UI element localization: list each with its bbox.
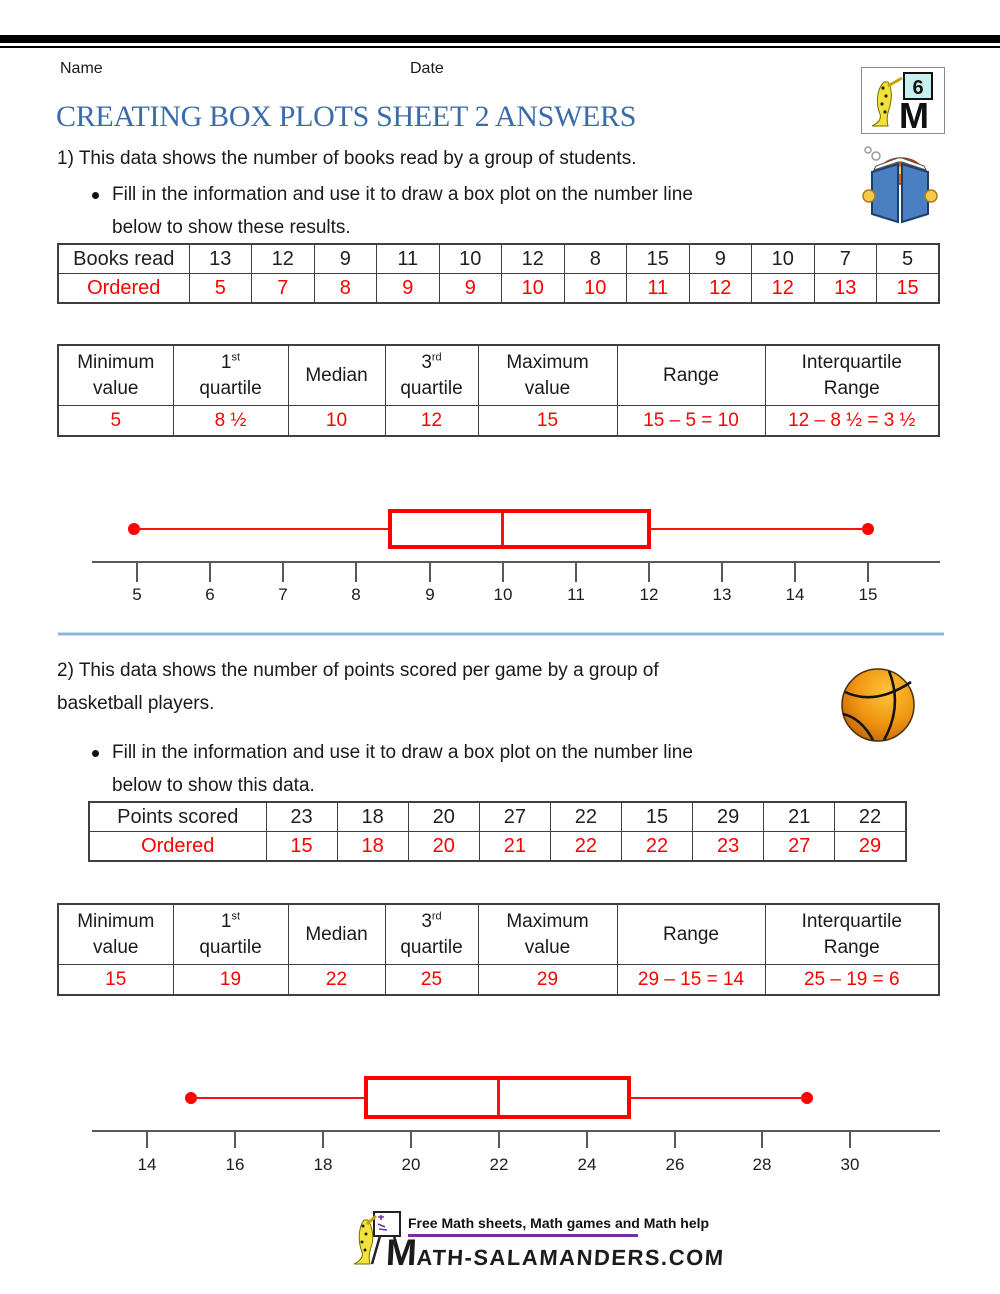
- table-cell: 15: [627, 244, 690, 274]
- tick-label: 14: [785, 585, 805, 604]
- table-cell: 7: [252, 274, 315, 304]
- header-minimum: Minimum value: [58, 345, 173, 406]
- tick-label: 9: [425, 585, 435, 604]
- basketball-illustration: [839, 666, 917, 744]
- points-scored-row: [89, 802, 906, 832]
- table-cell: 10: [502, 274, 565, 304]
- tick-label: 16: [225, 1155, 245, 1174]
- axis-tick: [498, 1130, 500, 1148]
- name-label: Name: [60, 60, 103, 77]
- table-cell: 29: [835, 832, 906, 862]
- max-value: 15: [478, 406, 617, 437]
- tick-label: 28: [752, 1155, 772, 1174]
- boxplot2-median-line: [497, 1080, 500, 1115]
- axis-tick: [209, 561, 211, 582]
- boxplot2-right-whisker: [631, 1097, 807, 1099]
- table-cell: 18: [337, 832, 408, 862]
- table-cell: 21: [764, 802, 835, 832]
- boxplot2-number-line-axis: [92, 1130, 940, 1132]
- salamander-grade-icon: [862, 68, 944, 133]
- axis-tick: [849, 1130, 851, 1148]
- header-median: Median: [288, 345, 385, 406]
- books-read-row: [58, 244, 939, 274]
- q3-value: 25: [385, 965, 478, 996]
- range-value: 29 – 15 = 14: [617, 965, 765, 996]
- table-cell: 5: [877, 244, 940, 274]
- tick-label: 10: [493, 585, 513, 604]
- header-minimum: Minimum value: [58, 904, 173, 965]
- top-rule-thin: [0, 46, 1000, 48]
- table-cell: 12: [689, 274, 752, 304]
- tick-label: 11: [567, 585, 585, 604]
- tick-label: 7: [278, 585, 288, 604]
- q2-instruction-line-2: below to show this data.: [112, 775, 315, 796]
- header-iqr: Interquartile Range: [765, 904, 939, 965]
- min-value: 15: [58, 965, 173, 996]
- page-title: CREATING BOX PLOTS SHEET 2 ANSWERS: [56, 100, 637, 133]
- table-cell: 27: [479, 802, 550, 832]
- table-cell: 15: [877, 274, 940, 304]
- table-cell: 8: [564, 244, 627, 274]
- table-cell: 12: [252, 244, 315, 274]
- site-name-m: M: [384, 1232, 418, 1273]
- stats-values-row: [58, 965, 939, 996]
- axis-tick: [429, 561, 431, 582]
- tick-label: 22: [489, 1155, 509, 1174]
- stats-header-row: [58, 345, 939, 406]
- header-first-quartile: 1st quartile: [173, 904, 288, 965]
- date-label: Date: [410, 60, 444, 77]
- table-cell: 10: [564, 274, 627, 304]
- row-label: Ordered: [58, 274, 189, 304]
- axis-tick: [410, 1130, 412, 1148]
- axis-tick: [648, 561, 650, 582]
- header-third-quartile: 3rd quartile: [385, 345, 478, 406]
- axis-tick: [146, 1130, 148, 1148]
- tick-label: 18: [313, 1155, 333, 1174]
- median-value: 10: [288, 406, 385, 437]
- table-cell: 20: [408, 832, 479, 862]
- header-maximum: Maximum value: [478, 345, 617, 406]
- question-1-text: 1) This data shows the number of books read by a group of students.: [57, 148, 637, 169]
- table-cell: 10: [439, 244, 502, 274]
- tick-label: 30: [840, 1155, 860, 1174]
- table-cell: 5: [189, 274, 252, 304]
- axis-tick: [794, 561, 796, 582]
- range-value: 15 – 5 = 10: [617, 406, 765, 437]
- iqr-value: 12 – 8 ½ = 3 ½: [765, 406, 939, 437]
- ordered-row: [58, 274, 939, 304]
- axis-tick: [586, 1130, 588, 1148]
- table-cell: 12: [752, 274, 815, 304]
- min-value: 5: [58, 406, 173, 437]
- site-name-rest: ATH-SALAMANDERS.COM: [415, 1245, 726, 1270]
- footer-tagline: Free Math sheets, Math games and Math help: [408, 1215, 710, 1231]
- header-median: Median: [288, 904, 385, 965]
- bullet-icon: [92, 192, 99, 199]
- axis-tick: [674, 1130, 676, 1148]
- boxplot1-number-line-axis: [92, 561, 940, 563]
- stats-header-row: [58, 904, 939, 965]
- axis-tick: [721, 561, 723, 582]
- q1-instruction-line-2: below to show these results.: [112, 217, 351, 238]
- axis-tick: [136, 561, 138, 582]
- table-cell: 29: [693, 802, 764, 832]
- axis-tick: [867, 561, 869, 582]
- table-cell: 18: [337, 802, 408, 832]
- tick-label: 13: [712, 585, 732, 604]
- row-label: Books read: [58, 244, 189, 274]
- median-value: 22: [288, 965, 385, 996]
- q1-value: 19: [173, 965, 288, 996]
- table-cell: 27: [764, 832, 835, 862]
- table-cell: 11: [377, 244, 440, 274]
- q1-value: 8 ½: [173, 406, 288, 437]
- table-cell: 9: [689, 244, 752, 274]
- axis-tick: [575, 561, 577, 582]
- tick-label: 20: [401, 1155, 421, 1174]
- axis-tick: [282, 561, 284, 582]
- grade-badge: [861, 67, 945, 134]
- tick-label: 24: [577, 1155, 597, 1174]
- table-cell: 7: [814, 244, 877, 274]
- header-third-quartile: 3rd quartile: [385, 904, 478, 965]
- tick-label: 8: [351, 585, 361, 604]
- boxplot2-left-whisker: [191, 1097, 366, 1099]
- question-2-text-line-2: basketball players.: [57, 693, 215, 714]
- boxplot1-box: [388, 509, 651, 549]
- points-scored-table: [88, 801, 907, 862]
- tick-label: 15: [858, 585, 878, 604]
- boxplot1-right-whisker: [651, 528, 868, 530]
- table-cell: 21: [479, 832, 550, 862]
- tick-label: 5: [132, 585, 142, 604]
- header-first-quartile: 1st quartile: [173, 345, 288, 406]
- table-cell: 23: [266, 802, 337, 832]
- q1-instruction-line-1: Fill in the information and use it to draw a box plot on the number line: [112, 184, 693, 205]
- table-cell: 9: [377, 274, 440, 304]
- table-cell: 13: [189, 244, 252, 274]
- grade-number: 6: [912, 77, 924, 99]
- axis-tick: [761, 1130, 763, 1148]
- ordered-row: [89, 832, 906, 862]
- table-cell: 20: [408, 802, 479, 832]
- table-cell: 22: [621, 832, 692, 862]
- header-iqr: Interquartile Range: [765, 345, 939, 406]
- table-cell: 22: [835, 802, 906, 832]
- table-cell: 10: [752, 244, 815, 274]
- table-cell: 15: [266, 832, 337, 862]
- row-label: Ordered: [89, 832, 266, 862]
- table-cell: 22: [550, 802, 621, 832]
- max-value: 29: [478, 965, 617, 996]
- reading-child-illustration: [860, 140, 940, 226]
- table-cell: 15: [621, 802, 692, 832]
- axis-tick: [234, 1130, 236, 1148]
- boxplot1-median-line: [501, 513, 504, 545]
- table-cell: 13: [814, 274, 877, 304]
- footer-site-name: [385, 1232, 726, 1274]
- section-divider: [58, 633, 944, 635]
- svg-text:M: M: [899, 95, 929, 133]
- axis-tick: [355, 561, 357, 582]
- tick-label: 6: [205, 585, 215, 604]
- stats-table-1: [57, 344, 940, 437]
- table-cell: 9: [439, 274, 502, 304]
- axis-tick: [502, 561, 504, 582]
- tick-label: 26: [665, 1155, 685, 1174]
- tick-label: 14: [137, 1155, 157, 1174]
- table-cell: 9: [314, 244, 377, 274]
- header-maximum: Maximum value: [478, 904, 617, 965]
- table-cell: 11: [627, 274, 690, 304]
- table-cell: 12: [502, 244, 565, 274]
- stats-table-2: [57, 903, 940, 996]
- header-range: Range: [617, 904, 765, 965]
- stats-values-row: [58, 406, 939, 437]
- table-cell: 8: [314, 274, 377, 304]
- table-cell: 23: [693, 832, 764, 862]
- q3-value: 12: [385, 406, 478, 437]
- books-read-table: [57, 243, 940, 304]
- top-rule: [0, 35, 1000, 43]
- iqr-value: 25 – 19 = 6: [765, 965, 939, 996]
- table-cell: 22: [550, 832, 621, 862]
- header-range: Range: [617, 345, 765, 406]
- question-2-text-line-1: 2) This data shows the number of points scored per game by a group of: [57, 660, 659, 681]
- q2-instruction-line-1: Fill in the information and use it to draw a box plot on the number line: [112, 742, 693, 763]
- row-label: Points scored: [89, 802, 266, 832]
- boxplot1-left-whisker: [134, 528, 390, 530]
- tick-label: 12: [639, 585, 659, 604]
- bullet-icon: [92, 750, 99, 757]
- axis-tick: [322, 1130, 324, 1148]
